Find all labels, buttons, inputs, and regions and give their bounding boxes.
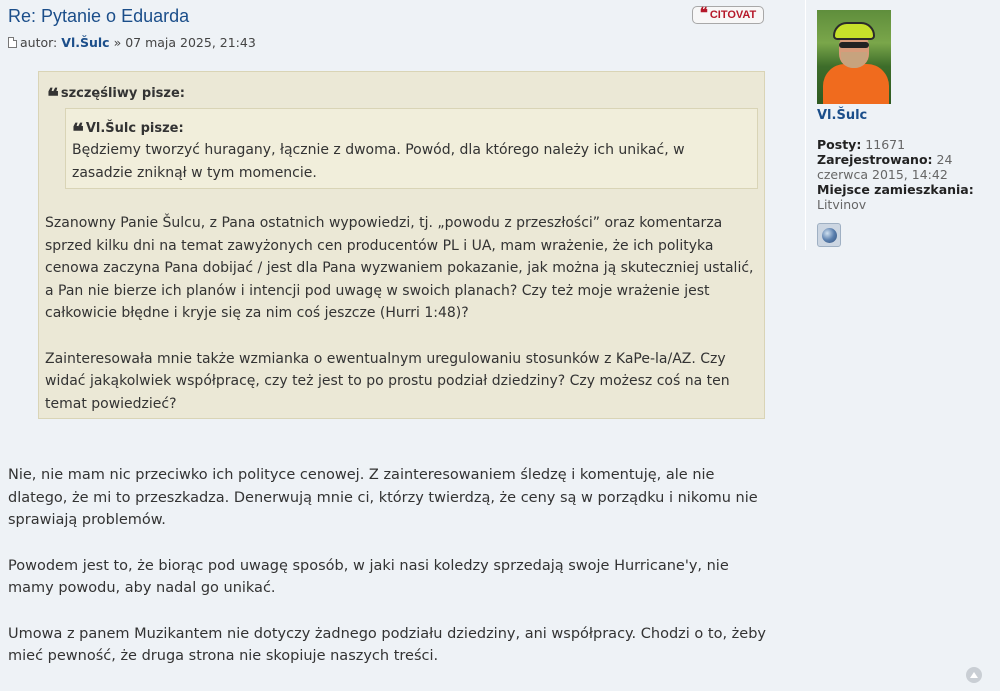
location-label: Miejsce zamieszkania: <box>817 182 974 197</box>
document-icon[interactable] <box>8 37 17 48</box>
quote-outer-body <box>45 212 757 438</box>
profile-details <box>817 137 997 212</box>
profile-username[interactable]: Vl.Šulc <box>817 108 868 123</box>
avatar[interactable] <box>817 10 891 104</box>
quote-icon: ❝ <box>47 84 57 110</box>
registered-label: Zarejestrowano: <box>817 152 933 167</box>
author-prefix: autor: <box>20 35 58 50</box>
quote-icon: ❝ <box>699 4 708 22</box>
posts-count[interactable]: 11671 <box>865 137 906 152</box>
quote-outer <box>38 71 765 419</box>
post-body <box>8 464 768 691</box>
quote-outer-cite <box>47 80 185 110</box>
quote-inner-text: Będziemy tworzyć huragany, łącznie z dwoma. Powód, dla którego należy ich unikać, w zasadzie zniknął w tym momencie. <box>72 142 685 181</box>
quote-inner-cite <box>72 115 184 145</box>
back-to-top-button[interactable] <box>966 667 982 683</box>
quote-outer-paragraph: Zainteresowała mnie także wzmianka o ewentualnym uregulowaniu stosunków z KaPe-la/AZ. Czy widać jakąkolwiek współpracę, czy też jest to po prostu podział dziedziny? Czy możesz coś na ten temat powiedzieć? <box>45 350 730 412</box>
posts-label: Posty: <box>817 137 862 152</box>
quote-inner <box>65 108 758 189</box>
post-date: » 07 maja 2025, 21:43 <box>113 35 256 50</box>
post-paragraph: Powodem jest to, że biorąc pod uwagę sposób, w jaki nasi koledzy sprzedają swoje Hurricane'y, nie mamy powodu, aby nadal go unikać. <box>8 557 729 596</box>
post-title[interactable]: Re: Pytanie o Eduarda <box>8 6 190 26</box>
quote-outer-paragraph: Szanowny Panie Šulcu, z Pana ostatnich wypowiedzi, tj. „powodu z przeszłości” oraz komentarza sprzed kilku dni na temat zawyżonych cen producentów PL i UA, mam wrażenie, że ich polityka cenowa zaczyna Pana dobijać / jest dla Pana wyzwaniem pokazanie, jak można ją skuteczniej ustalić, a Pan nie bierze ich planów i intencji pod uwagę w swoich planach? Czy też moje wrażenie jest całkowicie błędne i kryje się za nim coś jeszcze (Hurri 1:48)? <box>45 215 754 321</box>
cite-button-label: CITOVAT <box>709 9 757 21</box>
author-link[interactable]: Vl.Šulc <box>61 35 110 50</box>
back-to-top-icon <box>970 672 978 678</box>
post-profile <box>805 0 1000 250</box>
quote-icon: ❝ <box>72 119 82 145</box>
quote-outer-cite-text: szczęśliwy pisze: <box>60 85 185 101</box>
quote-inner-cite-text: Vl.Šulc pisze: <box>85 120 184 136</box>
post-paragraph: Nie, nie mam nic przeciwko ich polityce cenowej. Z zainteresowaniem śledzę i komentuję, ale nie dlatego, że mi to przeszkadza. Denerwują mnie ci, którzy twierdzą, że ceny są w porządku i nikomu nie sprawiają problemów. <box>8 467 758 528</box>
post-author-line <box>8 35 256 50</box>
registered-date: 24 czerwca 2015, 14:42 <box>817 152 953 182</box>
website-button[interactable] <box>817 223 841 247</box>
globe-icon <box>822 228 837 243</box>
location-value: Litvinov <box>817 197 867 212</box>
post-paragraph: Umowa z panem Muzikantem nie dotyczy żadnego podziału dziedziny, ani współpracy. Chodzi o to, żeby mieć pewność, że druga strona nie skopiuje naszych treści. <box>8 625 766 664</box>
cite-button[interactable] <box>692 6 764 24</box>
